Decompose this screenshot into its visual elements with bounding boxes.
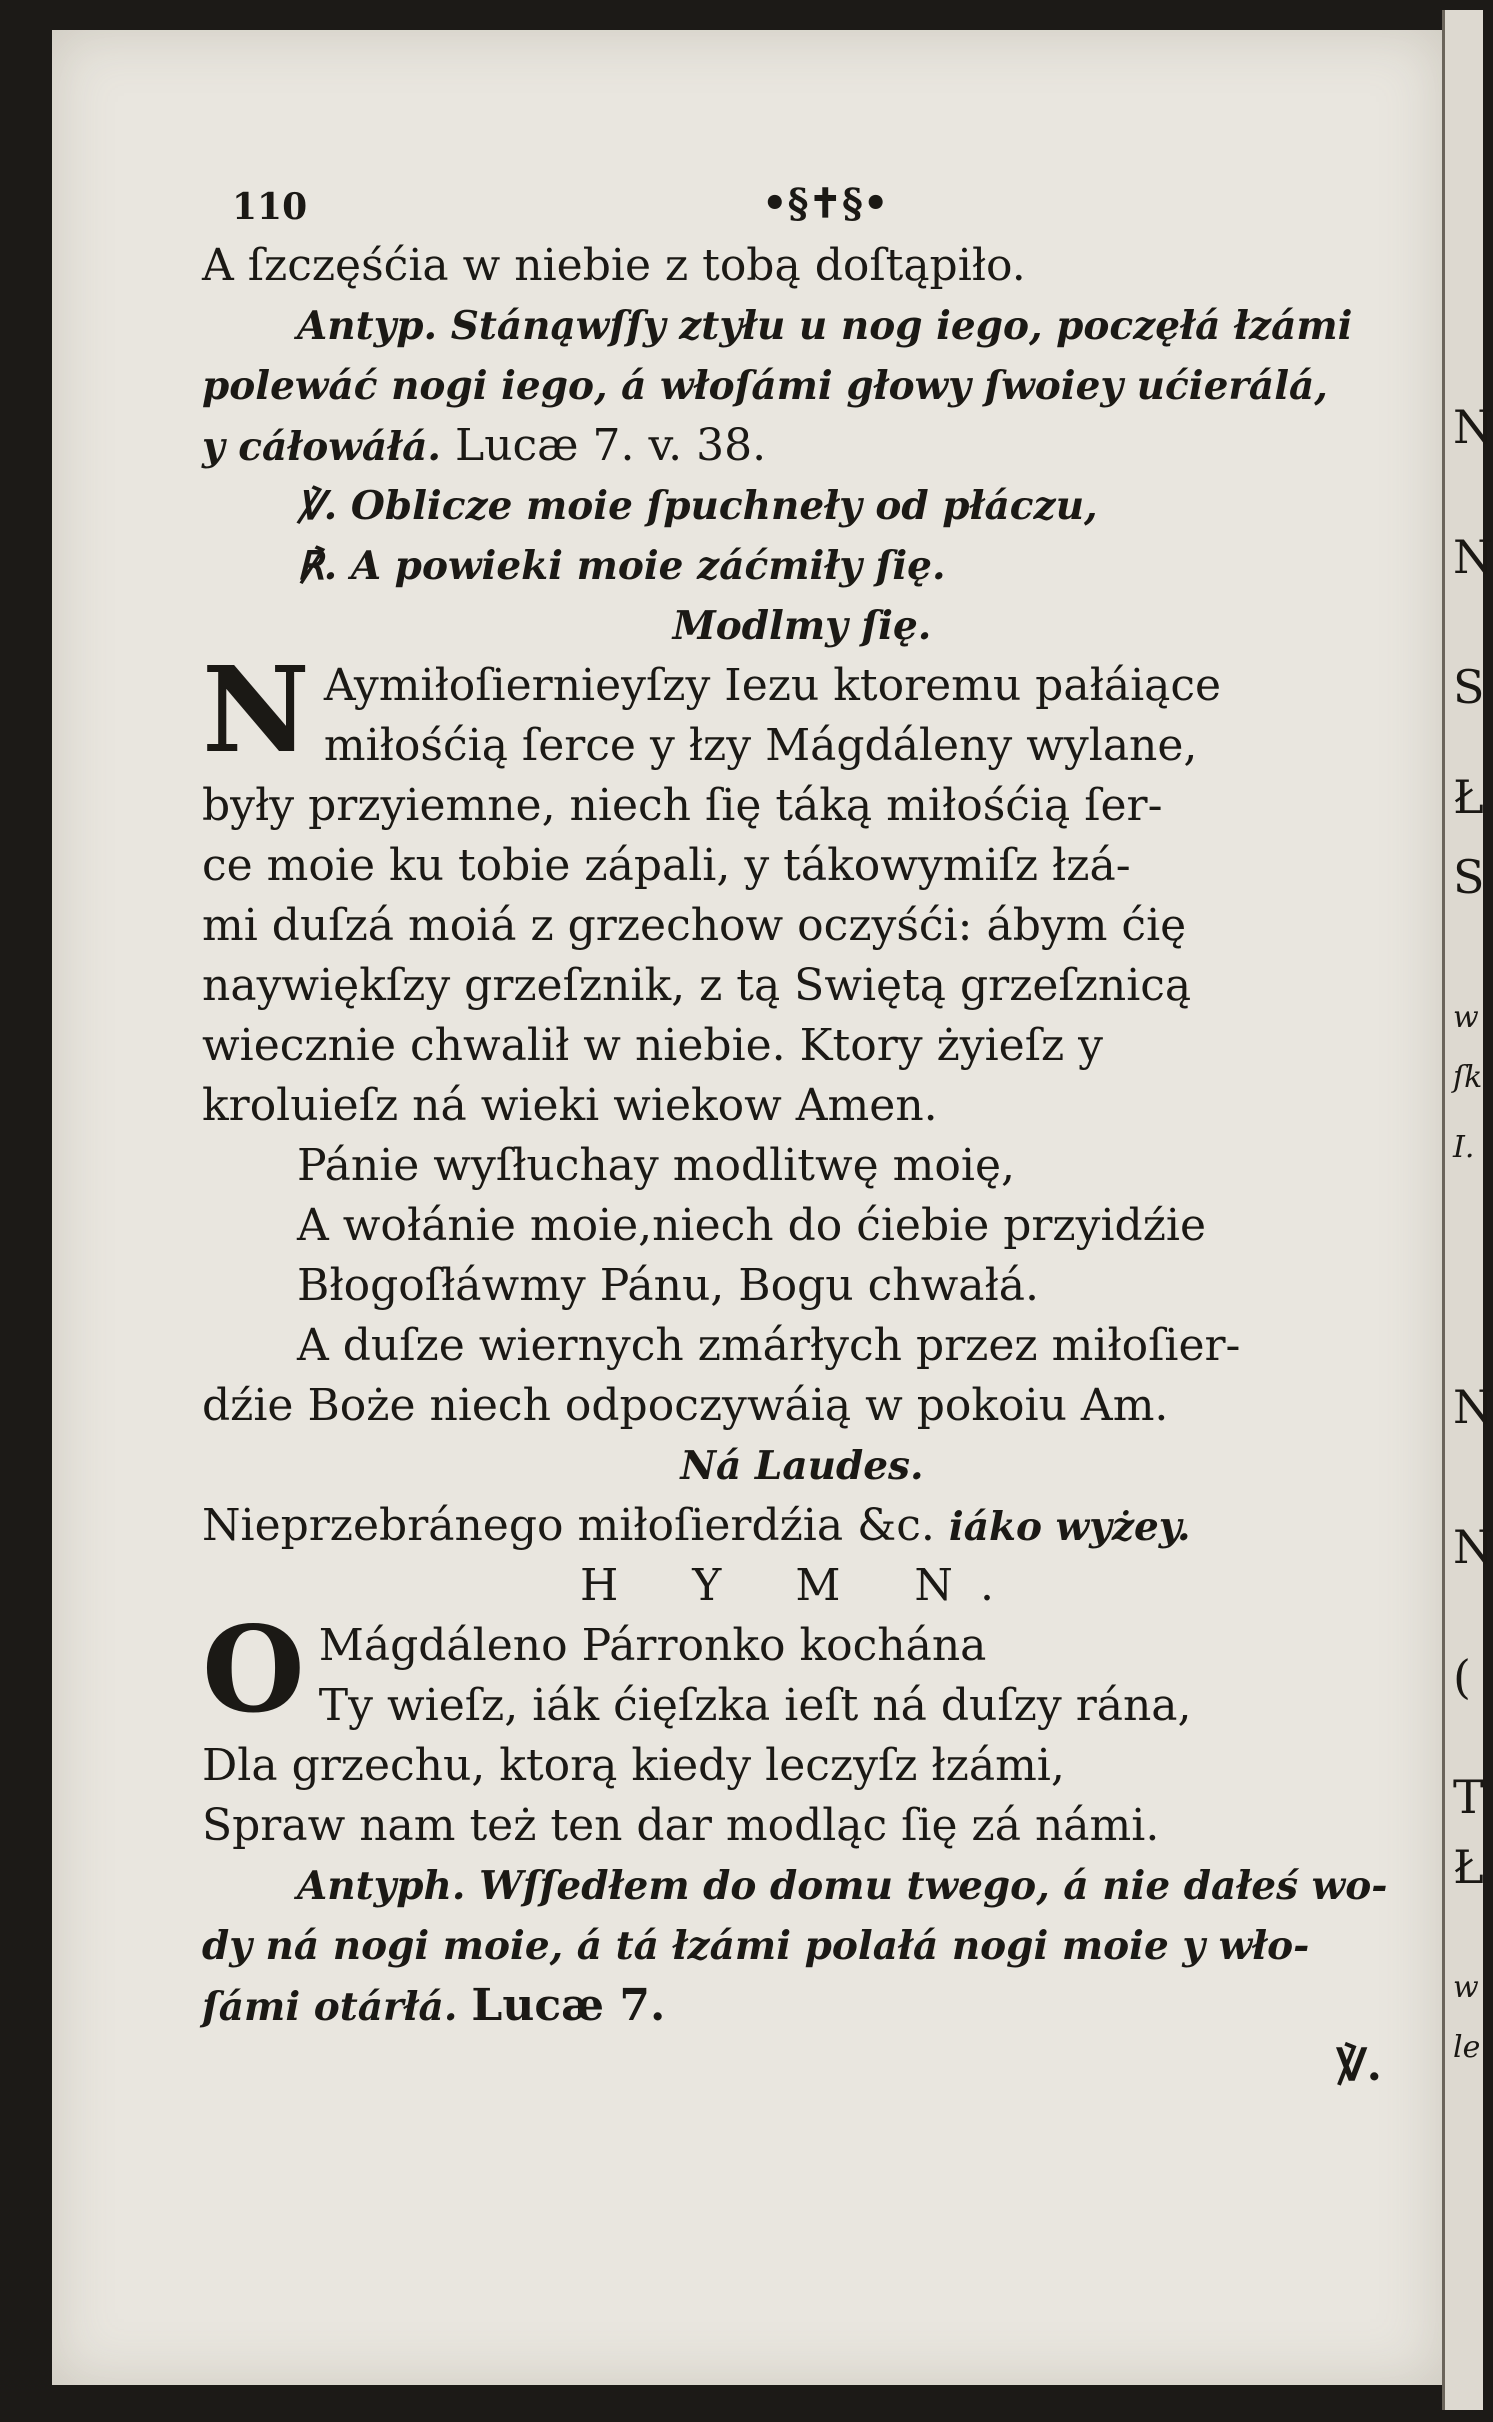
text-line: A duſze wiernych zmárłych przez miłoſier- — [297, 1320, 1241, 1371]
edge-letter: N — [1453, 1380, 1493, 1434]
text-line: kroluieſz ná wieki wiekow Amen. — [202, 1080, 938, 1131]
text-line: miłośćią ſerce y łzy Mágdáleny wylane, — [323, 720, 1198, 771]
antiphon-end: y cáłowáłá. — [202, 424, 441, 470]
edge-letter: T — [1453, 1770, 1484, 1824]
hymn-line: Spraw nam też ten dar modląc ſię zá námi. — [202, 1800, 1160, 1851]
catchword: ℣. — [1336, 2040, 1382, 2091]
edge-letter: N — [1453, 530, 1493, 584]
edge-letter: ſk — [1453, 1060, 1483, 1095]
header-ornament: •§✝§• — [762, 180, 889, 227]
text-line: ce moie ku tobie zápali, y tákowymiſz łzá- — [202, 840, 1131, 891]
edge-letter: Ł — [1453, 770, 1484, 824]
edge-letter: S — [1453, 850, 1485, 904]
text-line: wiecznie chwalił w niebie. Ktory żyieſz y — [202, 1020, 1104, 1071]
antiphon-line: Antyph. Wſſedłem do domu twego, á nie dałeś wo- — [297, 1863, 1388, 1909]
versicle: ℣. Oblicze moie ſpuchneły od płáczu, — [297, 483, 1098, 529]
drop-cap-o: O — [202, 1600, 305, 1739]
text-line: mi duſzá moiá z grzechow oczyśći: ábym ćię — [202, 900, 1187, 951]
edge-letter: N — [1453, 1520, 1493, 1574]
edge-letter: ( — [1453, 1650, 1471, 1704]
edge-letter: N — [1453, 400, 1493, 454]
response: ℟. A powieki moie záćmiły ſię. — [297, 543, 946, 589]
antiphon-end: ſámi otárłá. — [202, 1984, 458, 2030]
antiphon-line: dy ná nogi moie, á tá łzámi polałá nogi moie y wło- — [202, 1923, 1310, 1969]
prayer-heading: Modlmy ſię. — [672, 603, 932, 649]
response-line: A wołánie moie,niech do ćiebie przyidźie — [297, 1200, 1207, 1251]
versicle-line: Błogoſłáwmy Pánu, Bogu chwałá. — [297, 1260, 1039, 1311]
prayer-paragraph — [202, 640, 1452, 1136]
incipit-text: Nieprzebránego miłoſierdźia &c. — [202, 1500, 935, 1551]
text-line: dźie Boże niech odpoczywáią w pokoiu Am. — [202, 1380, 1169, 1431]
drop-cap-n: N — [202, 640, 310, 779]
antiphon-line: polewáć nogi iego, á włoſámi głowy ſwoiey ućierálá, — [202, 363, 1328, 409]
hymn-line: Ty wieſz, iák ćięſzka ieſt ná duſzy rána, — [318, 1680, 1192, 1731]
text-line — [202, 1496, 1452, 1556]
versicle-line: Pánie wyſłuchay modlitwę moię, — [297, 1140, 1015, 1191]
hymn-line: Dla grzechu, ktorą kiedy leczyſz łzámi, — [202, 1740, 1065, 1791]
antiphon-line — [202, 1976, 1452, 2036]
edge-letter: I. — [1453, 1130, 1475, 1165]
text-line: naywiękſzy grzeſznik, z tą Swiętą grzeſznicą — [202, 960, 1192, 1011]
antiphon-line: Antyp. Stánąwſſy ztyłu u nog iego, poczęłá łzámi — [297, 303, 1353, 349]
edge-letter: Ł — [1453, 1840, 1484, 1894]
incipit-note: iáko wyżey. — [948, 1504, 1191, 1550]
edge-letter: S — [1453, 660, 1485, 714]
scripture-reference: Lucæ 7. v. 38. — [454, 420, 767, 471]
running-head — [202, 180, 1452, 236]
text-line: Aymiłoſiernieyſzy Iezu ktoremu pałáiące — [323, 660, 1222, 711]
edge-letter: le — [1453, 2030, 1481, 2065]
text-line: A ſzczęśćia w niebie z tobą doſtąpiło. — [202, 240, 1026, 291]
laudes-heading: Ná Laudes. — [680, 1443, 924, 1489]
hymn-stanza — [202, 1600, 1452, 1856]
hymn-line: Mágdáleno Párronko kochána — [318, 1620, 987, 1671]
page-number: 110 — [232, 186, 308, 228]
next-page-edge — [1442, 10, 1493, 2410]
edge-letter: w — [1453, 1000, 1479, 1035]
page-text — [202, 180, 1452, 2096]
text-line: były przyiemne, niech ſię táką miłośćią ſer- — [202, 780, 1163, 831]
hymn-heading: H Y M N. — [579, 1560, 1025, 1611]
edge-letter: w — [1453, 1970, 1479, 2005]
book-page — [52, 30, 1442, 2385]
antiphon-line — [202, 416, 1452, 476]
scripture-reference: Lucæ 7. — [471, 1980, 666, 2031]
